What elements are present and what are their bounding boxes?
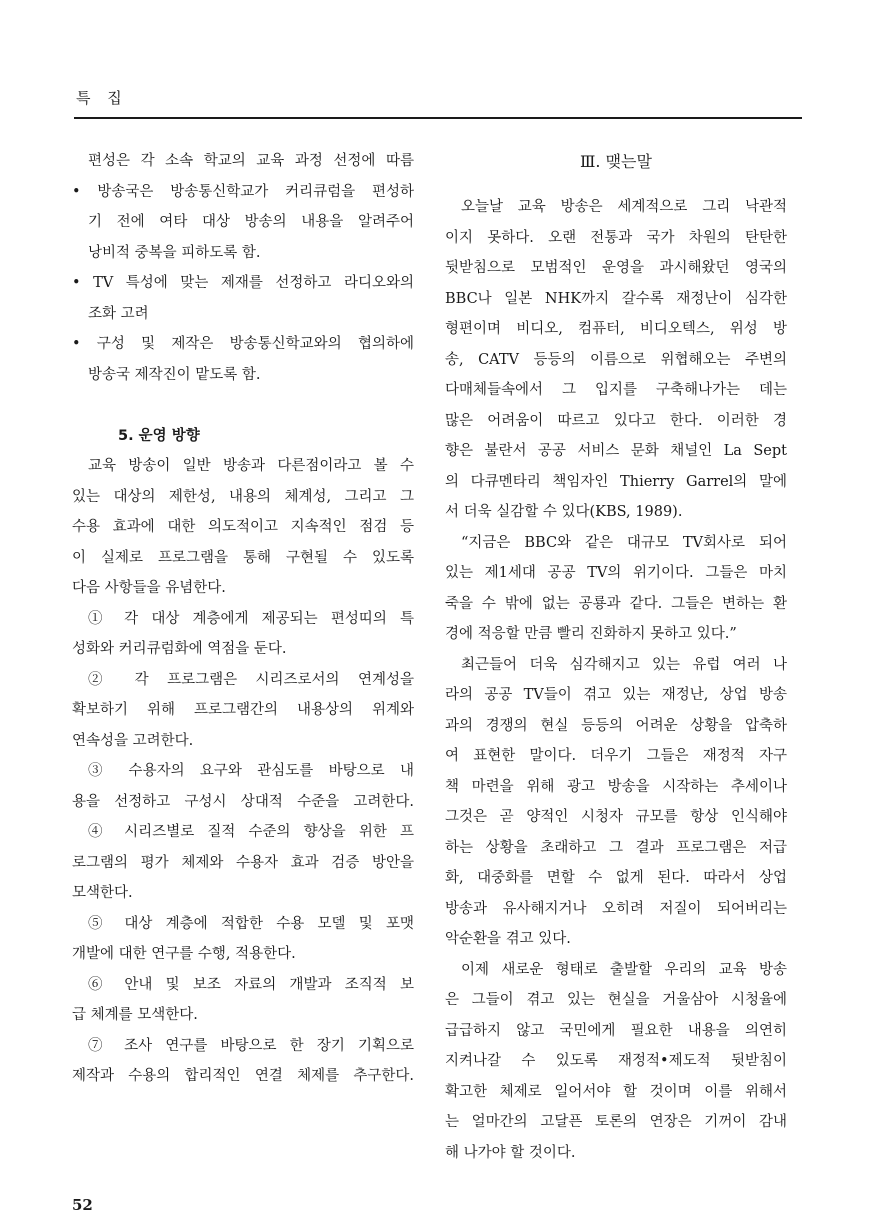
list-item-line: ⑦ 조사 연구를 바탕으로 한 장기 기획으로 xyxy=(88,1037,414,1054)
spacer xyxy=(445,178,787,192)
body-line: 그것은 곧 양적인 시청자 규모를 항상 인식해야 xyxy=(445,809,787,825)
body-line: 서 더욱 실감할 수 있다(KBS, 1989). xyxy=(445,504,683,520)
body-line: 의 다큐멘타리 책임자인 Thierry Garrel의 말에 xyxy=(445,473,787,490)
body-line: 편성은 각 소속 학교의 교육 과정 선정에 따름 xyxy=(88,153,414,169)
list-item-line: ⑥ 안내 및 보조 자료의 개발과 조직적 보 xyxy=(88,976,414,993)
bullet-line: • 방송국은 방송통신학교가 커리큐럼을 편성하 xyxy=(72,183,414,200)
list-item-line: ④ 시리즈별로 질적 수준의 향상을 위한 프 xyxy=(88,824,414,840)
list-item-line: 개발에 대한 연구를 수행, 적용한다. xyxy=(72,946,296,962)
body-line: 화, 대중화를 면할 수 없게 된다. 따라서 상업 xyxy=(445,870,787,886)
body-line: 많은 어려움이 따르고 있다고 한다. 이러한 경 xyxy=(445,412,787,429)
bullet-line: 조화 고려 xyxy=(88,305,149,322)
body-line: 있는 대상의 제한성, 내용의 체계성, 그리고 그 xyxy=(72,488,414,505)
body-line: 는 얼마간의 고달픈 토론의 연장은 기꺼이 감내 xyxy=(445,1114,787,1130)
bullet-line: 낭비적 중복을 피하도록 함. xyxy=(88,244,261,261)
body-line: 있는 제1세대 공공 TV의 위기이다. 그들은 마치 xyxy=(445,565,787,581)
section-title: Ⅲ. 맺는말 xyxy=(580,152,652,171)
body-line: BBC나 일본 NHK까지 갈수록 재정난이 심각한 xyxy=(445,290,787,307)
body-line: 방송과 유사해지거나 오히려 저질이 되어버리는 xyxy=(445,900,787,917)
body-line: 여 표현한 말이다. 더우기 그들은 재정적 자구 xyxy=(445,748,787,764)
body-line: 하는 상황을 초래하고 그 결과 프로그램은 저급 xyxy=(445,839,787,856)
list-item-line: 제작과 수용의 합리적인 연결 체제를 추구한다. xyxy=(72,1068,414,1084)
list-item-line: 급 체계를 모색한다. xyxy=(72,1007,198,1023)
bullet-line: 방송국 제작진이 맡도록 함. xyxy=(88,366,261,383)
list-item-line: ⑤ 대상 계층에 적합한 수용 모델 및 포맷 xyxy=(88,915,414,932)
page-number: 52 xyxy=(72,1196,93,1214)
body-line: 오늘날 교육 방송은 세계적으로 그리 낙관적 xyxy=(461,199,787,215)
header-rule xyxy=(74,117,802,119)
right-column xyxy=(445,146,787,1168)
body-line: 이지 못하다. 오랜 전통과 국가 차원의 탄탄한 xyxy=(445,229,787,246)
bullet-line: • TV 특성에 맞는 제재를 선정하고 라디오와의 xyxy=(72,275,414,291)
body-line: 죽을 수 밖에 없는 공룡과 같다. 그들은 변하는 환 xyxy=(445,595,787,612)
body-line: 형편이며 비디오, 컴퓨터, 비디오텍스, 위성 방 xyxy=(445,321,787,337)
list-item-line: 용을 선정하고 구성시 상대적 수준을 고려한다. xyxy=(72,793,414,810)
body-line: 향은 불란서 공공 서비스 문화 채널인 La Sept xyxy=(445,443,787,459)
right-paragraphs xyxy=(445,192,787,1168)
body-line: 이 실제로 프로그램을 통해 구현될 수 있도록 xyxy=(72,549,414,566)
body-line: 급급하지 않고 국민에게 필요한 내용을 의연히 xyxy=(445,1022,787,1039)
section-heading: 5. 운영 방향 xyxy=(118,427,200,444)
list-item-line: ① 각 대상 계층에게 제공되는 편성띠의 특 xyxy=(88,610,414,627)
list-item-line: ② 각 프로그램은 시리즈로서의 연계성을 xyxy=(88,671,414,688)
body-line: 악순환을 겪고 있다. xyxy=(445,931,571,947)
body-line: 다매체들속에서 그 입지를 구축해나가는 데는 xyxy=(445,382,787,398)
list-item-line: 연속성을 고려한다. xyxy=(72,732,194,749)
body-line: 최근들어 더욱 심각해지고 있는 유럽 여러 나 xyxy=(461,656,787,673)
body-line: 과의 경쟁의 현실 등등의 어려운 상황을 압축하 xyxy=(445,717,787,734)
body-line: 이제 새로운 형태로 출발할 우리의 교육 방송 xyxy=(461,961,787,978)
body-line: 경에 적응할 만큼 빨리 진화하지 못하고 있다.” xyxy=(445,626,737,642)
list-item-line: ③ 수용자의 요구와 관심도를 바탕으로 내 xyxy=(88,763,414,779)
list-item-line: 모색한다. xyxy=(72,885,133,901)
bullet-line: • 구성 및 제작은 방송통신학교와의 협의하에 xyxy=(72,336,414,352)
body-line: 뒷받침으로 모범적인 운영을 과시해왔던 영국의 xyxy=(445,260,787,276)
body-line: 다음 사항들을 유념한다. xyxy=(72,580,226,596)
running-header: 특 집 xyxy=(76,89,128,107)
body-line: 은 그들이 겪고 있는 현실을 거울삼아 시청율에 xyxy=(445,992,787,1008)
body-line: 라의 공공 TV들이 겪고 있는 재정난, 상업 방송 xyxy=(445,687,787,703)
body-line: 해 나가야 할 것이다. xyxy=(445,1144,576,1161)
body-line: 수용 효과에 대한 의도적이고 지속적인 점검 등 xyxy=(72,519,414,535)
left-column xyxy=(72,146,414,1092)
body-line: 지켜나갈 수 있도록 재정적•제도적 뒷받침이 xyxy=(445,1053,787,1069)
list-item-line: 로그램의 평가 체제와 수용자 효과 검증 방안을 xyxy=(72,854,414,871)
spacer xyxy=(72,390,414,421)
list-item-line: 확보하기 위해 프로그램간의 내용상의 위계와 xyxy=(72,702,414,718)
body-line: “지금은 BBC와 같은 대규모 TV회사로 되어 xyxy=(461,534,787,551)
bullet-line: 기 전에 여타 대상 방송의 내용을 알려주어 xyxy=(88,214,414,230)
body-line: 책 마련을 위해 광고 방송을 시작하는 추세이나 xyxy=(445,778,787,795)
list-item-line: 성화와 커리큐럼화에 역점을 둔다. xyxy=(72,641,287,657)
body-line: 확고한 체제로 일어서야 할 것이며 이를 위해서 xyxy=(445,1083,787,1100)
body-line: 송, CATV 등등의 이름으로 위협해오는 주변의 xyxy=(445,351,787,368)
body-line: 교육 방송이 일반 방송과 다른점이라고 볼 수 xyxy=(88,458,414,474)
